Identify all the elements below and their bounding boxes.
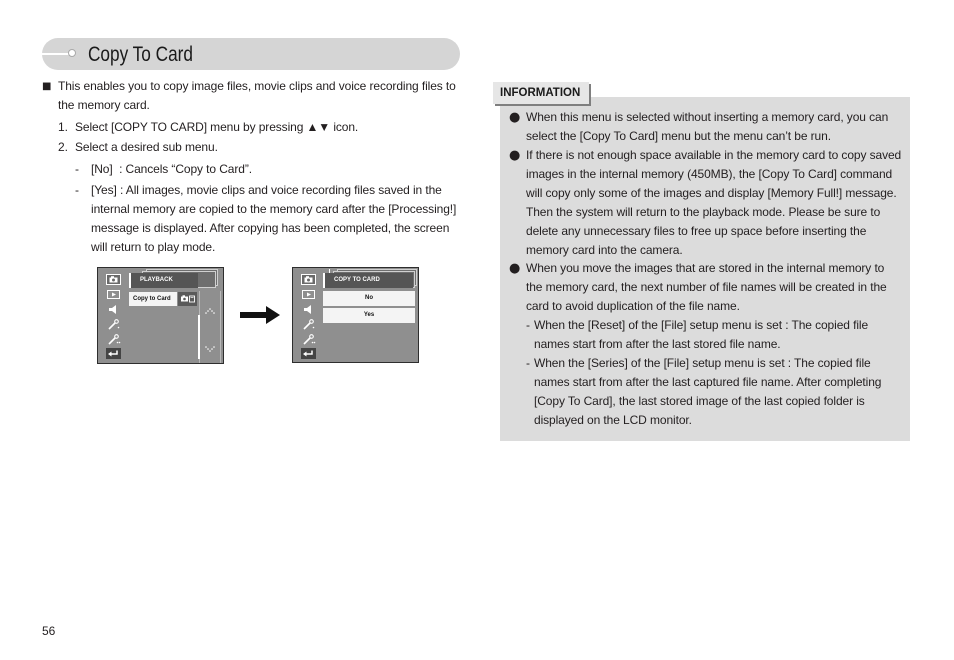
text-line: internal memory are copied to the memory card after the [Processing!] [91,202,457,216]
info-bullet-text [526,259,887,316]
text-line: Select [COPY TO CARD] menu by pressing ▲▼ icon. [75,120,359,134]
step-number: 2. [58,140,69,154]
intro-paragraph [58,77,456,115]
step-text [75,118,358,137]
step-text [75,138,218,157]
information-label: INFORMATION [493,82,589,104]
page-number: 56 [42,624,56,638]
camera-mode-icon [301,274,316,285]
text-line: [No] : Cancels “Copy to Card”. [91,162,252,176]
right-arrow-icon [240,305,280,325]
voice-icon [301,304,316,315]
camera-mode-icon [106,274,121,285]
info-bullet-text [526,146,901,260]
text-line: images in the internal memory (450MB), the [Copy To Card] command [526,167,893,181]
setup-1-icon [301,319,316,330]
text-line: names start from after the last stored file name. [534,337,781,351]
text-line: [Copy To Card], the last stored image of the last copied folder is [534,394,865,408]
info-bullet: ● [509,261,521,276]
sub-option-dash: - [75,183,79,197]
header-decoration-dot [68,49,76,57]
info-note-dash: - [526,318,530,332]
text-line: When this menu is selected without inserting a memory card, you can [526,110,889,124]
info-note-text [534,316,868,354]
text-line: Then the system will return to the playback mode. Please be sure to [526,205,881,219]
return-icon [106,348,121,359]
camera-to-card-icon [178,292,197,306]
menu-option-yes: Yes [323,308,415,323]
lcd-screen-playback-menu [97,267,224,364]
text-line: When the [Reset] of the [File] setup menu is set : The copied file [534,318,869,332]
sub-option-no [91,160,252,179]
scroll-down-indicator-icon [205,339,215,345]
text-line: memory card into the camera. [526,243,683,257]
text-line: card to avoid duplication of the file name. [526,299,740,313]
header-decoration-line [42,53,70,55]
text-line: When the [Series] of the [File] setup menu is set : The copied file [534,356,871,370]
lcd-screen-copy-to-card-menu [292,267,419,363]
sub-option-yes [91,181,456,257]
text-line: names start from after the last captured file name. After completing [534,375,882,389]
intro-bullet: ■ [42,81,52,92]
text-line: will return to play mode. [91,240,216,254]
text-line: the memory card. [58,98,150,112]
voice-icon [106,304,121,315]
menu-tab-playback: PLAYBACK [129,273,198,288]
info-note-dash: - [526,356,530,370]
return-icon [301,348,316,359]
menu-tab-copy-to-card: COPY TO CARD [323,273,413,288]
text-line: delete any unnecessary files to free up space before inserting the [526,224,867,238]
text-line: If there is not enough space available in the memory card to copy saved [526,148,902,162]
text-line: Select a desired sub menu. [75,140,218,154]
setup-1-icon [106,319,121,330]
info-bullet-text [526,108,888,146]
info-note-text [534,354,881,430]
text-line: displayed on the LCD monitor. [534,413,692,427]
text-line: message is displayed. After copying has been completed, the screen [91,221,450,235]
step-number: 1. [58,120,69,134]
scroll-up-indicator-icon [205,301,215,307]
page-title: Copy To Card [88,43,193,66]
info-bullet: ● [509,148,521,163]
scroll-position-bar [198,315,200,359]
text-line: [Yes] : All images, movie clips and voice recording files saved in the [91,183,442,197]
text-line: When you move the images that are stored in the internal memory to [526,261,885,275]
setup-2-icon [106,334,121,345]
text-line: the memory card, the next number of file names will be created in the [526,280,887,294]
playback-icon [301,289,316,300]
text-line: This enables you to copy image files, movie clips and voice recording files to [58,79,456,93]
info-bullet: ● [509,110,521,125]
text-line: select the [Copy To Card] menu but the menu can’t be run. [526,129,831,143]
setup-2-icon [301,334,316,345]
playback-icon [106,289,121,300]
menu-option-no: No [323,291,415,306]
text-line: will copy only some of the images and display [Memory Full!] message. [526,186,897,200]
sub-option-dash: - [75,162,79,176]
menu-item-copy-to-card: Copy to Card [129,292,177,306]
